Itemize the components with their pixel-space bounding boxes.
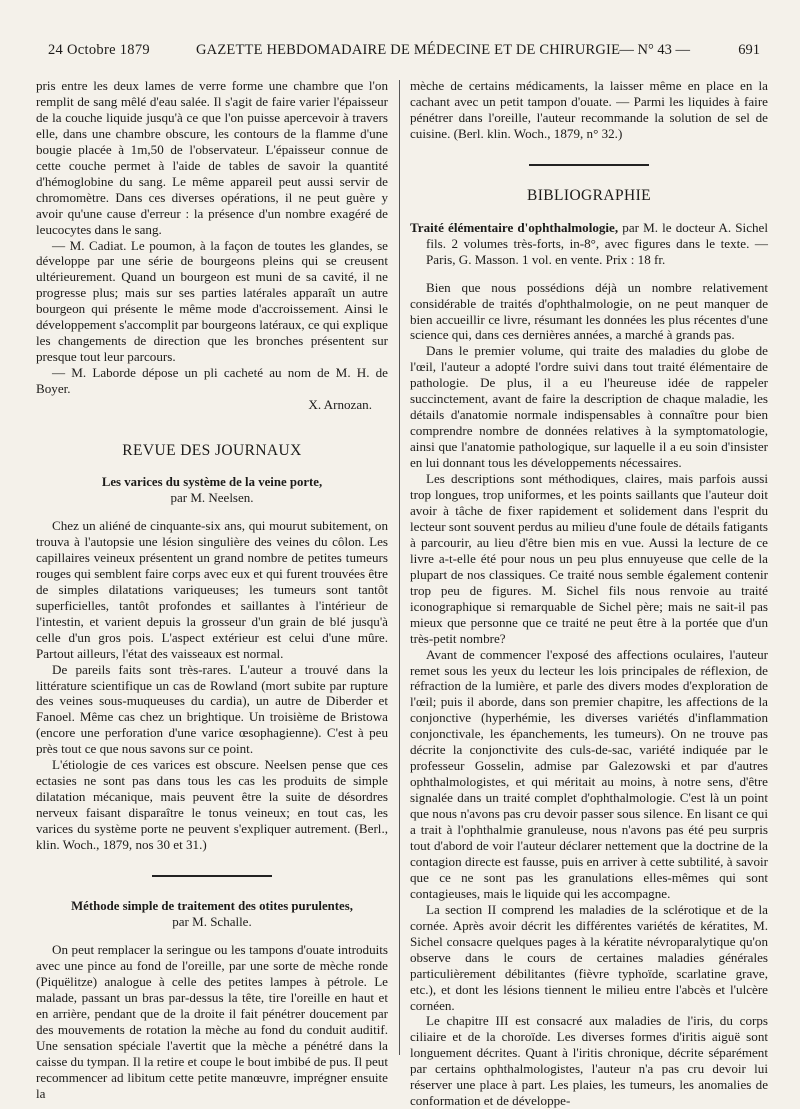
- paragraph: — M. Cadiat. Le poumon, à la façon de toutes les glandes, se développe par une série de bourgeons pleins qui se creusent ultérieurement. Quand un bourgeon est muni de sa cavité, il ne progresse plus; mais sur ses parties latérales apparaît un autre bourgeon qui présente le même mode d'accroissement. Ainsi le développement s'accomplit par bourgeons latéraux, ce qui explique les changements de direction que les bronches présentent sur presque tout leur parcours.: [36, 237, 388, 365]
- header-issue-number: — N° 43 —: [619, 42, 690, 58]
- paragraph: Les descriptions sont méthodiques, claires, mais parfois aussi trop longues, trop uniformes, et les points saillants que l'auteur doit avoir à tâche de fixer rapidement et solidement dans l'esprit du lecteur sont souvent perdus au milieu d'une foule de détails fatigants à parcourir, au lieu d'être bien mis en vue. Aussi la lecture de ce livre a-t-elle été pour nous un peu plus ennuyeuse que celle de la plupart de nos classiques. Ce traité nous semble également contenir trop peu de figures. M. Sichel fils nous renvoie au traité iconographique si remarquable de Sichel père; mais ne sait-il pas mieux que personne que ce traité ne peut être à la portée que d'un très-petit nombre?: [410, 471, 768, 646]
- header-journal-title: GAZETTE HEBDOMADAIRE DE MÉDECINE ET DE CHIRURGIE: [196, 42, 621, 58]
- paragraph: La section II comprend les maladies de la sclérotique et de la cornée. Après avoir décrit les différentes variétés de kératites, M. Sichel consacre quelques pages à la kératite névroparalytique qu'on observe dans le cours de certaines maladies générales particulièrement débilitantes (fièvre typhoïde, scarlatine grave, etc.), et dont les lésions tiennent le milieu entre l'abcès et l'ulcère cornéen.: [410, 901, 768, 1013]
- paragraph: Avant de commencer l'exposé des affections oculaires, l'auteur remet sous les yeux du lecteur les lois principales de réflexion, de réfraction de la lumière, et parle des divers modes d'exploration de l'œil; puis il aborde, dans son premier chapitre, les affections de la conjonctive (hyperhémie, les diverses variétés d'inflammation conjonctivale, les épanchements, les tumeurs). On ne trouve pas décrite la conjonctivite des culs-de-sac, variété indiquée par le professeur Gosselin, admise par Galezowski et par d'autres ophthalmologistes, et qui méritait au moins, à notre sens, d'être signalée dans un traité complet d'ophthalmologie. C'est là un point que nous n'avons pas cru devoir passer sous silence. En lisant ce qui a trait à l'ophthalmie granuleuse, nous n'avons pas été peu surpris tout d'abord de voir l'auteur déclarer nettement que la doctrine de la contagion directe est fausse, puis en arriver à cette subtilité, à savoir que ce ne sont pas les granulations elles-mêmes qui sont contagieuses, mais le liquide qui les accompagne.: [410, 646, 768, 901]
- page-header: [48, 42, 760, 70]
- article-title-text: Les varices du système de la veine porte,: [101, 474, 323, 489]
- paragraph: De pareils faits sont très-rares. L'auteur a trouvé dans la littérature scientifique un cas de Rowland (mort subite par rupture des veines sous-muqueuses du cardia), un autre de Diberder et Fanoel. Même cas chez un brightique. Un troisième de Bristowa (encore une perforation d'une varice œsophagienne). C'est à peu près tout ce que nous savons sur ce point.: [36, 661, 388, 757]
- article-title: [36, 475, 388, 506]
- left-column: [36, 78, 388, 1102]
- paragraph: pris entre les deux lames de verre forme une chambre que l'on remplit de sang mêlé d'eau salée. Il s'agit de faire varier l'épaisseur de la couche liquide jusqu'à ce que l'on puisse apercevoir à travers elle, dans une chambre obscure, les contours de la flamme d'une bougie placée à 1m,50 de l'observateur. L'épaisseur connue de cette couche permet à l'aide de tables de savoir la quantité d'hémoglobine du sang. Le même appareil peut aussi servir de chromomètre. Dans ces diverses opérations, il ne peut guère y avoir qu'une cause d'erreur : la présence d'un nombre exagéré de leucocytes dans le sang.: [36, 78, 388, 237]
- paragraph: On peut remplacer la seringue ou les tampons d'ouate introduits avec une pince au fond de l'oreille, par une sorte de mèche ronde (Piquëlitze) analogue à celle des petites lampes à pétrole. Le malade, passant un bras par-dessus la tête, tire l'oreille en haut et en arrière, pendant que de la droite il fait pénétrer doucement par des mouvements de rotation la mèche au fond du conduit auditif. Une sensation spéciale l'avertit que la mèche a pénétré dans la caisse du tympan. Il la retire et coupe le bout imbibé de pus. Il peut recommencer ad libitum cette petite manœuvre, imprégner ensuite la: [36, 941, 388, 1101]
- article-author: par M. Schalle.: [172, 914, 252, 930]
- book-details: par M. le docteur A. Sichel fils. 2 volumes très-forts, in-8°, avec figures dans le texte. — Paris, G. Masson. 1 vol. en vente. Prix : 18 fr.: [426, 219, 768, 267]
- bibliography-entry: [410, 220, 768, 268]
- paragraph: Chez un aliéné de cinquante-six ans, qui mourut subitement, on trouva à l'autopsie une lésion singulière des veines du côlon. Les capillaires veineux présentent un grand nombre de petites tumeurs rouges qui semblent faire corps avec eux et qui furent trouvées être de simples dilatations variqueuses; les tumeurs sont tantôt superficielles, tantôt profondes et saillantes à l'intérieur de l'intestin, et varient depuis la grosseur d'un grain de blé jusqu'à celle d'un gros pois. L'aspect extérieur est celui d'une mûre. Partout ailleurs, l'état des vaisseaux est normal.: [36, 517, 388, 661]
- section-title: REVUE DES JOURNAUX: [122, 442, 302, 460]
- paragraph: Bien que nous possédions déjà un nombre relativement considérable de traités d'ophthalmologie, on ne peut manquer de bien accueillir ce livre, résumant les données les plus récentes d'une science qui, dans ces dernières années, a marché à grands pas.: [410, 279, 768, 343]
- paragraph: Dans le premier volume, qui traite des maladies du globe de l'œil, l'auteur a adopté l'ordre suivi dans tout traité élémentaire de pathologie. De plus, il a eu l'heureuse idée de rappeler succinctement, avant de faire la description de chaque maladie, les détails d'anatomie normale indispensables à connaître pour bien comprendre nombre de données relatives à la symptomatologie, ainsi que l'anatomie pathologique, sur laquelle il a eu soin d'insister en lui donnant tous les développements nécessaires.: [410, 343, 768, 471]
- section-title: BIBLIOGRAPHIE: [526, 186, 652, 204]
- column-divider: [399, 80, 400, 1055]
- header-date: 24 Octobre 1879: [48, 42, 150, 58]
- signature: X. Arnozan.: [308, 397, 372, 413]
- section-separator: [529, 164, 649, 166]
- article-title-text: Méthode simple de traitement des otites purulentes,: [71, 898, 353, 913]
- paragraph: L'étiologie de ces varices est obscure. Neelsen pense que ces ectasies ne sont pas dans tous les cas les produits de simple dilatation mécanique, mais peuvent être la suite de désordres nerveux faisant disparaître le tonus veineux; en tout cas, les varices du système porte ne peuvent s'expliquer autrement. (Berl., klin. Woch., 1879, nos 30 et 31.): [36, 757, 388, 853]
- paragraph: Le chapitre III est consacré aux maladies de l'iris, du corps ciliaire et de la choroïde. Les diverses formes d'iritis aiguë sont longuement décrites. Quant à l'iritis chronique, décrite séparément par certains ophthalmologistes, l'auteur n'a pas cru devoir lui réserver une place à part. Les plaies, les tumeurs, les anomalies de conformation et de développe-: [410, 1013, 768, 1109]
- article-title: [36, 899, 388, 930]
- spacer: [410, 268, 768, 280]
- article-author: par M. Neelsen.: [170, 490, 254, 506]
- header-page-number: 691: [738, 42, 760, 58]
- right-column: [410, 78, 768, 1109]
- section-separator: [152, 875, 272, 877]
- book-title: Traité élémentaire d'ophthalmologie,: [410, 219, 619, 235]
- paragraph: — M. Laborde dépose un pli cacheté au nom de M. H. de Boyer.: [36, 365, 388, 397]
- paragraph: mèche de certains médicaments, la laisser même en place en la cachant avec un petit tampon d'ouate. — Parmi les liquides à faire pénétrer dans l'oreille, l'auteur recommande la solution de sel de cuisine. (Berl. klin. Woch., 1879, n° 32.): [410, 78, 768, 141]
